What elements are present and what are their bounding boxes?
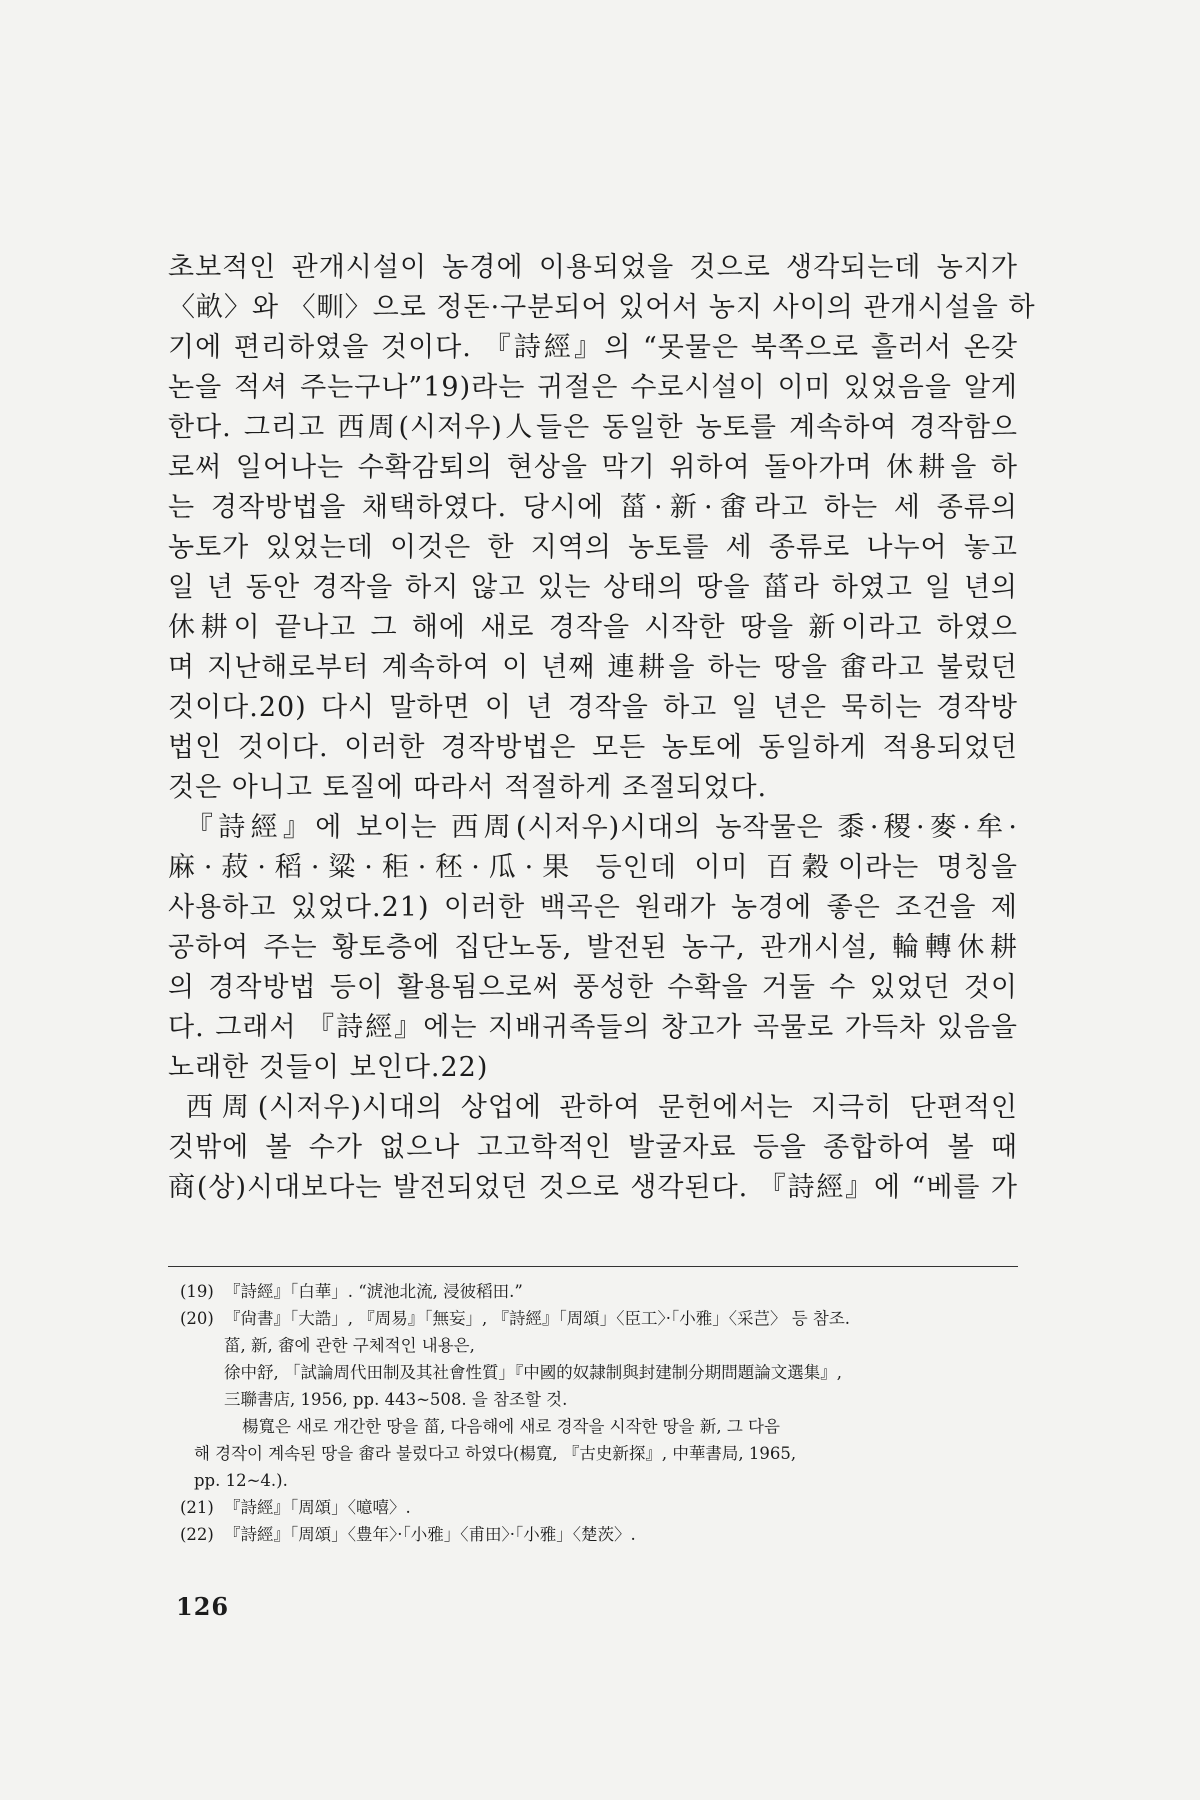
text-line: 麻·菽·稻·粱·秬·秠·瓜·果 등인데 이미 百穀이라는 명칭을 [168, 852, 1018, 883]
text-line: 기에 편리하였을 것이다. 『詩經』의 “못물은 북쪽으로 흘러서 온갖 [168, 332, 1018, 363]
footnote-21 [180, 1494, 1020, 1521]
paragraph-1 [168, 248, 1036, 808]
footnote-20 [180, 1305, 1020, 1332]
text-line: 것은 아니고 토질에 따라서 적절하게 조절되었다. [168, 772, 768, 803]
text-line: 것이다.20) 다시 말하면 이 년 경작을 하고 일 년은 묵히는 경작방 [168, 692, 1018, 723]
text-line: 노래한 것들이 보인다.22) [168, 1052, 489, 1083]
footnote-number: (20) [180, 1309, 214, 1328]
main-text [168, 248, 1036, 1208]
text-line: 사용하고 있었다.21) 이러한 백곡은 원래가 농경에 좋은 조건을 제 [168, 892, 1018, 923]
text-line: 한다. 그리고 西周(시저우)人들은 동일한 농토를 계속하여 경작함으 [168, 412, 1018, 443]
footnotes [180, 1278, 1020, 1548]
footnote-20-continuation: 해 경작이 계속된 땅을 畬라 불렀다고 하였다(楊寬, 『古史新探』, 中華書局, 1965, [194, 1444, 797, 1463]
text-line: 논을 적셔 주는구나”19)라는 귀절은 수로시설이 이미 있었음을 알게 [168, 372, 1018, 403]
footnote-number: (21) [180, 1498, 214, 1517]
footnote-number: (22) [180, 1525, 214, 1544]
footnote-20-continuation: pp. 12~4.). [194, 1471, 288, 1490]
text-line: 商(상)시대보다는 발전되었던 것으로 생각된다. 『詩經』에 “베를 가 [168, 1172, 1018, 1203]
footnote-divider [168, 1266, 1018, 1267]
text-line: 법인 것이다. 이러한 경작방법은 모든 농토에 동일하게 적용되었던 [168, 732, 1018, 763]
text-line: 西周(시저우)시대의 상업에 관하여 문헌에서는 지극히 단편적인 [186, 1092, 1018, 1123]
paragraph-2 [168, 808, 1018, 1088]
text-line: 초보적인 관개시설이 농경에 이용되었을 것으로 생각되는데 농지가 [168, 252, 1018, 283]
text-line: 농토가 있었는데 이것은 한 지역의 농토를 세 종류로 나누어 놓고 [168, 532, 1018, 563]
footnote-20-continuation: 楊寬은 새로 개간한 땅을 菑, 다음해에 새로 경작을 시작한 땅을 新, 그 다음 [242, 1417, 780, 1436]
footnote-text: 『詩經』「周頌」〈豊年〉·「小雅」〈甫田〉·「小雅」〈楚茨〉. [224, 1525, 636, 1544]
footnote-19 [180, 1278, 1020, 1305]
text-line: 의 경작방법 등이 활용됨으로써 풍성한 수확을 거둘 수 있었던 것이 [168, 972, 1018, 1003]
footnote-20-continuation: 菑, 新, 畬에 관한 구체적인 내용은, [224, 1336, 475, 1355]
text-line: 『詩經』에 보이는 西周(시저우)시대의 농작물은 黍·稷·麥·牟· [186, 812, 1018, 843]
footnote-text: 『詩經』「周頌」〈噫嘻〉. [224, 1498, 411, 1517]
text-line: 로써 일어나는 수확감퇴의 현상을 막기 위하여 돌아가며 休耕을 하 [168, 452, 1018, 483]
text-line: 것밖에 볼 수가 없으나 고고학적인 발굴자료 등을 종합하여 볼 때 [168, 1132, 1018, 1163]
text-line: 는 경작방법을 채택하였다. 당시에 菑·新·畬라고 하는 세 종류의 [168, 492, 1018, 523]
footnote-text: 『詩經』「白華」. “淲池北流, 浸彼稻田.” [224, 1282, 523, 1301]
paragraph-3 [168, 1088, 1018, 1208]
text-line: 〈畝〉와 〈甽〉으로 정돈·구분되어 있어서 농지 사이의 관개시설을 하 [168, 292, 1036, 323]
text-line: 休耕이 끝나고 그 해에 새로 경작을 시작한 땅을 新이라고 하였으 [168, 612, 1018, 643]
footnote-number: (19) [180, 1282, 214, 1301]
text-line: 공하여 주는 황토층에 집단노동, 발전된 농구, 관개시설, 輪轉休耕 [168, 932, 1018, 963]
footnote-text: 『尙書』「大誥」, 『周易』「無妄」, 『詩經』「周頌」〈臣工〉·「小雅」〈采芑〉 등 참조. [224, 1309, 851, 1328]
footnote-20-continuation: 三聯書店, 1956, pp. 443~508. 을 참조할 것. [224, 1390, 568, 1409]
footnote-20-continuation: 徐中舒, 「試論周代田制及其社會性質」『中國的奴隷制與封建制分期問題論文選集』, [224, 1363, 842, 1382]
text-line: 일 년 동안 경작을 하지 않고 있는 상태의 땅을 菑라 하였고 일 년의 [168, 572, 1018, 603]
page-number: 126 [176, 1592, 230, 1621]
text-line: 다. 그래서 『詩經』에는 지배귀족들의 창고가 곡물로 가득차 있음을 [168, 1012, 1018, 1043]
text-line: 며 지난해로부터 계속하여 이 년째 連耕을 하는 땅을 畬라고 불렀던 [168, 652, 1018, 683]
footnote-22 [180, 1521, 1020, 1548]
